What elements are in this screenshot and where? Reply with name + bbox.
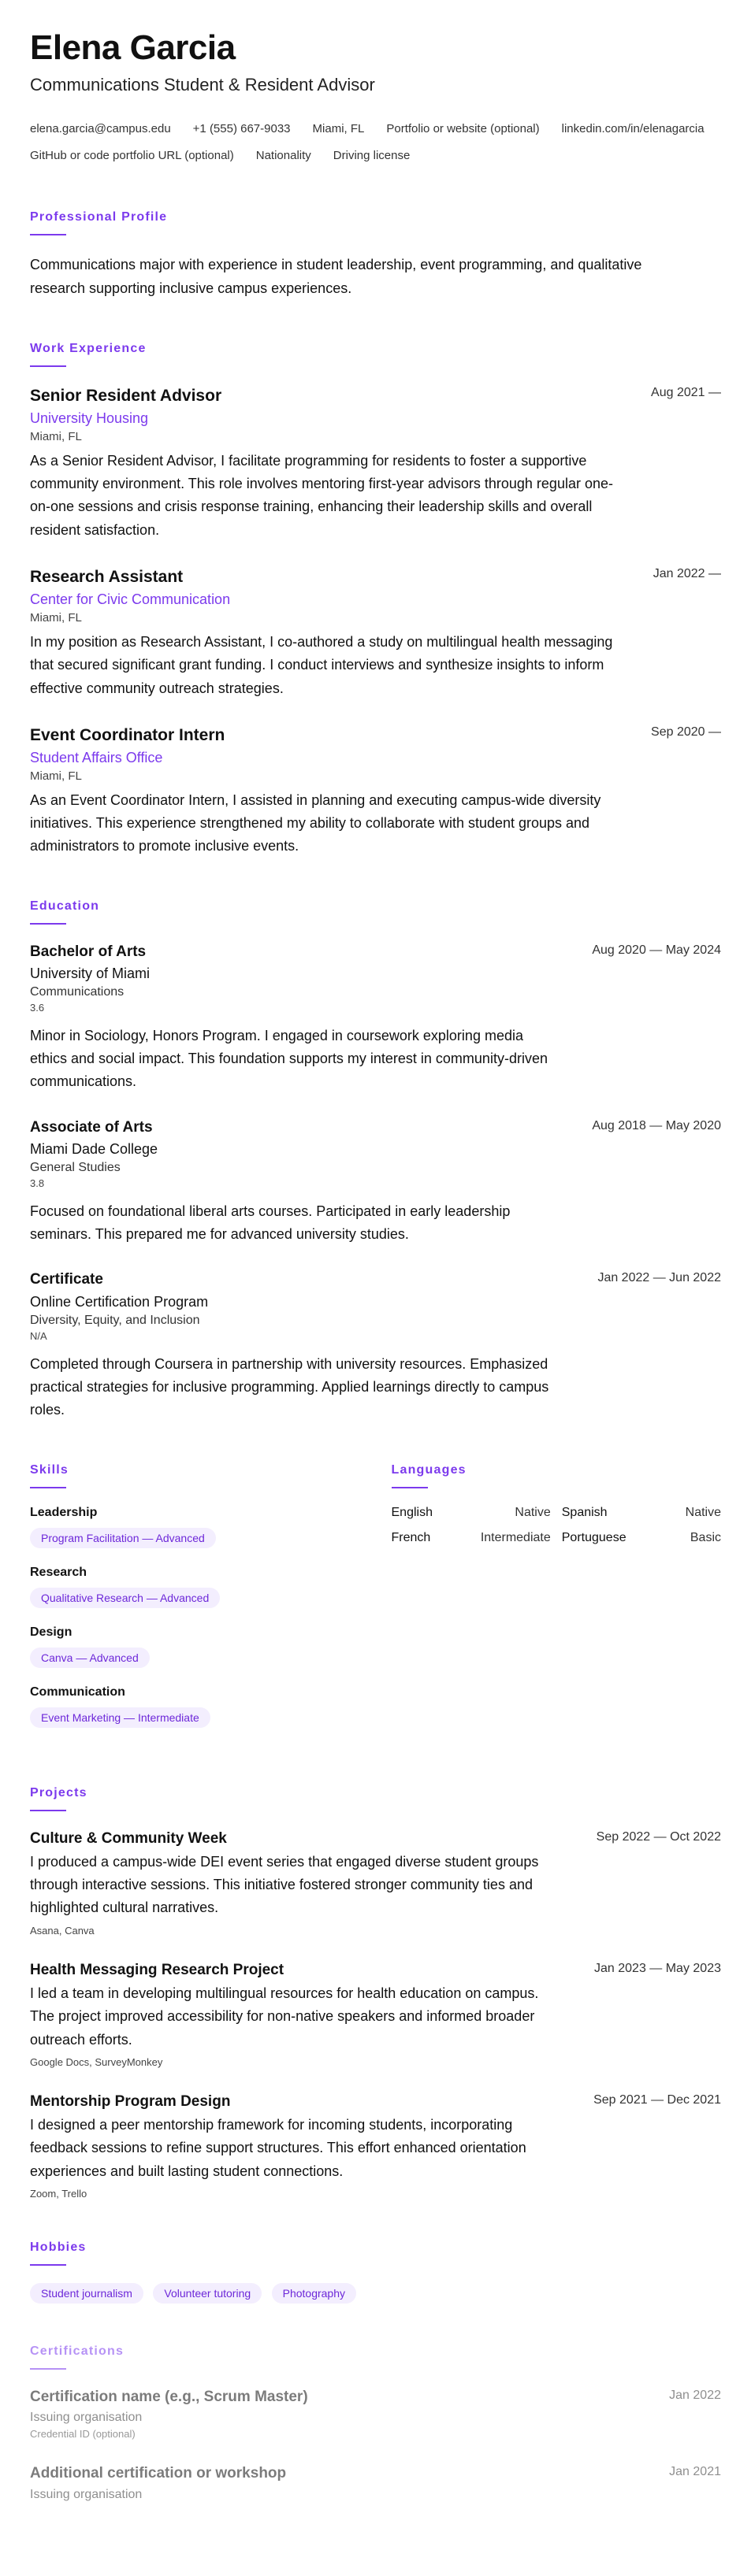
hobbies-section xyxy=(30,2241,721,2304)
experience-section xyxy=(30,342,721,858)
certification-entry xyxy=(30,2463,721,2502)
language-name: French xyxy=(391,1530,431,1544)
experience-entry xyxy=(30,384,721,542)
education-entry xyxy=(30,1269,721,1421)
entry-date: Jan 2022 — Jun 2022 xyxy=(597,1271,721,1285)
certifications-section xyxy=(30,2344,721,2502)
skill-group xyxy=(30,1625,360,1668)
hobby-list xyxy=(30,2283,721,2304)
job-location: Miami, FL xyxy=(30,430,82,444)
skill-category: Communication xyxy=(30,1685,125,1699)
language-level: Basic xyxy=(690,1530,721,1544)
job-location: Miami, FL xyxy=(30,769,82,784)
employer: Center for Civic Communication xyxy=(30,591,231,608)
skill-category: Design xyxy=(30,1625,72,1639)
entry-date: Sep 2020 — xyxy=(651,725,721,739)
gpa: 3.8 xyxy=(30,1177,45,1190)
section-title: Languages xyxy=(391,1462,467,1477)
section-title: Work Experience xyxy=(30,341,147,355)
language-item xyxy=(562,1506,721,1520)
gpa: N/A xyxy=(30,1330,47,1343)
project-title: Mentorship Program Design xyxy=(30,2092,231,2110)
hobby-pill: Student journalism xyxy=(30,2283,143,2304)
section-divider xyxy=(30,2264,66,2266)
section-divider xyxy=(30,923,66,925)
skills-section xyxy=(30,1463,360,1745)
experience-entry xyxy=(30,724,721,858)
section-divider xyxy=(30,1810,66,1811)
section-title: Projects xyxy=(30,1785,87,1799)
candidate-headline: Communications Student & Resident Advisor xyxy=(30,74,375,95)
job-title: Event Coordinator Intern xyxy=(30,725,225,744)
skill-pill: Program Facilitation — Advanced xyxy=(30,1528,216,1548)
entry-date: Sep 2022 — Oct 2022 xyxy=(596,1829,721,1844)
skill-pill: Event Marketing — Intermediate xyxy=(30,1707,210,1728)
project-description: I produced a campus-wide DEI event series that engaged diverse student groups through interactive sessions. This initiative fostered stronger community ties and highlighted cultural narratives. xyxy=(30,1854,539,1916)
education-description: Focused on foundational liberal arts courses. Participated in early leadership seminars. This prepared me for advanced university studies. xyxy=(30,1203,511,1243)
contact-portfolio[interactable]: Portfolio or website (optional) xyxy=(386,121,540,135)
entry-date: Jan 2022 — xyxy=(652,566,721,580)
field-of-study: General Studies xyxy=(30,1161,121,1175)
job-title: Research Assistant xyxy=(30,567,184,586)
section-title: Certifications xyxy=(30,2344,125,2358)
language-level: Native xyxy=(685,1505,721,1519)
project-tools: Asana, Canva xyxy=(30,1924,95,1937)
project-description: I led a team in developing multilingual resources for health education on campus. The project improved accessibility for non-native speakers and informed broader outreach efforts. xyxy=(30,1985,539,2048)
employer: Student Affairs Office xyxy=(30,750,163,766)
entry-date: Jan 2022 xyxy=(669,2388,721,2402)
contact-email[interactable]: elena.garcia@campus.edu xyxy=(30,121,171,135)
field-of-study: Communications xyxy=(30,985,125,999)
hobby-pill: Volunteer tutoring xyxy=(153,2283,262,2304)
hobby-pill: Photography xyxy=(272,2283,356,2304)
school: University of Miami xyxy=(30,966,151,982)
profile-section xyxy=(30,210,721,301)
languages-section xyxy=(392,1463,722,1745)
project-entry xyxy=(30,2092,721,2200)
job-description: As a Senior Resident Advisor, I facilitate programming for residents to foster a supportive community environment. This role involves mentoring first-year advisors through regular one-on-one sessions and crisis response training, enhancing their leadership skills and overall resident satisfaction. xyxy=(30,453,613,538)
section-divider xyxy=(30,2368,66,2370)
language-name: Portuguese xyxy=(561,1530,626,1544)
skill-group xyxy=(30,1506,360,1548)
contact-github[interactable]: GitHub or code portfolio URL (optional) xyxy=(30,148,234,162)
project-title: Culture & Community Week xyxy=(30,1829,227,1847)
certification-issuer: Issuing organisation xyxy=(30,2411,143,2425)
school: Online Certification Program xyxy=(30,1294,209,1310)
language-item xyxy=(562,1531,721,1545)
section-title: Hobbies xyxy=(30,2240,87,2254)
job-title: Senior Resident Advisor xyxy=(30,386,222,405)
certification-issuer: Issuing organisation xyxy=(30,2487,143,2501)
candidate-name: Elena Garcia xyxy=(30,28,236,67)
education-entry xyxy=(30,942,721,1094)
profile-summary: Communications major with experience in student leadership, event programming, and qualitative research supporting inclusive campus experiences. xyxy=(30,256,642,297)
entry-date: Aug 2018 — May 2020 xyxy=(592,1118,721,1132)
entry-date: Aug 2021 — xyxy=(651,385,721,399)
education-description: Completed through Coursera in partnership with university resources. Emphasized practical strategies for inclusive programming. Applied learnings directly to campus roles. xyxy=(30,1356,549,1418)
project-description: I designed a peer mentorship framework for incoming students, incorporating feedback sessions to refine support structures. This effort enhanced orientation experiences and built lasting student connections. xyxy=(30,2117,526,2179)
skill-group xyxy=(30,1685,360,1728)
language-level: Native xyxy=(515,1505,551,1519)
section-divider xyxy=(30,365,66,367)
projects-section xyxy=(30,1786,721,2200)
education-entry xyxy=(30,1118,721,1247)
entry-date: Sep 2021 — Dec 2021 xyxy=(593,2092,721,2107)
school: Miami Dade College xyxy=(30,1141,158,1158)
experience-entry xyxy=(30,565,721,700)
contact-phone[interactable]: +1 (555) 667-9033 xyxy=(192,121,291,135)
certification-title: Additional certification or workshop xyxy=(30,2465,287,2482)
certification-title: Certification name (e.g., Scrum Master) xyxy=(30,2388,308,2405)
job-location: Miami, FL xyxy=(30,611,82,625)
certification-id: Credential ID (optional) xyxy=(30,2428,136,2441)
skill-category: Leadership xyxy=(30,1505,98,1519)
section-divider xyxy=(30,234,66,235)
project-tools: Google Docs, SurveyMonkey xyxy=(30,2055,163,2068)
degree: Associate of Arts xyxy=(30,1118,153,1136)
contact-location: Miami, FL xyxy=(312,121,365,135)
skill-category: Research xyxy=(30,1565,87,1579)
employer: University Housing xyxy=(30,410,149,427)
contact-linkedin[interactable]: linkedin.com/in/elenagarcia xyxy=(561,121,705,135)
gpa: 3.6 xyxy=(30,1002,45,1014)
skills-languages-row xyxy=(30,1463,721,1745)
project-title: Health Messaging Research Project xyxy=(30,1961,284,1978)
section-title: Skills xyxy=(30,1462,69,1477)
entry-date: Jan 2023 — May 2023 xyxy=(594,1961,721,1975)
contact-nationality: Nationality xyxy=(255,148,311,162)
section-divider xyxy=(392,1487,428,1488)
contact-list xyxy=(30,116,721,169)
skill-group xyxy=(30,1566,360,1608)
degree: Bachelor of Arts xyxy=(30,943,147,960)
skill-pill: Qualitative Research — Advanced xyxy=(30,1588,220,1608)
job-description: As an Event Coordinator Intern, I assisted in planning and executing campus-wide diversity initiatives. This experience strengthened my ability to collaborate with student groups and administrators to promote inclusive events. xyxy=(30,792,601,854)
project-entry xyxy=(30,1960,721,2068)
skill-pill: Canva — Advanced xyxy=(30,1648,150,1668)
education-description: Minor in Sociology, Honors Program. I engaged in coursework exploring media ethics and social impact. This foundation supports my interest in community-driven communications. xyxy=(30,1028,548,1090)
language-level: Intermediate xyxy=(480,1530,551,1544)
section-title: Education xyxy=(30,899,100,913)
project-tools: Zoom, Trello xyxy=(30,2187,87,2200)
degree: Certificate xyxy=(30,1271,103,1288)
section-divider xyxy=(30,1487,66,1488)
entry-date: Jan 2021 xyxy=(669,2465,721,2479)
language-item xyxy=(392,1506,551,1520)
language-list xyxy=(392,1506,722,1545)
job-description: In my position as Research Assistant, I co-authored a study on multilingual health messaging that secured significant grant funding. I conduct interviews and synthesize insights to inform effective community outreach strategies. xyxy=(30,634,613,696)
entry-date: Aug 2020 — May 2024 xyxy=(592,943,721,957)
language-item xyxy=(392,1531,551,1545)
education-section xyxy=(30,899,721,1422)
contact-driving-license: Driving license xyxy=(333,148,411,162)
language-name: English xyxy=(391,1505,433,1519)
language-name: Spanish xyxy=(561,1505,608,1519)
section-title: Professional Profile xyxy=(30,209,168,224)
project-entry xyxy=(30,1829,721,1937)
certification-entry xyxy=(30,2387,721,2441)
field-of-study: Diversity, Equity, and Inclusion xyxy=(30,1314,200,1328)
